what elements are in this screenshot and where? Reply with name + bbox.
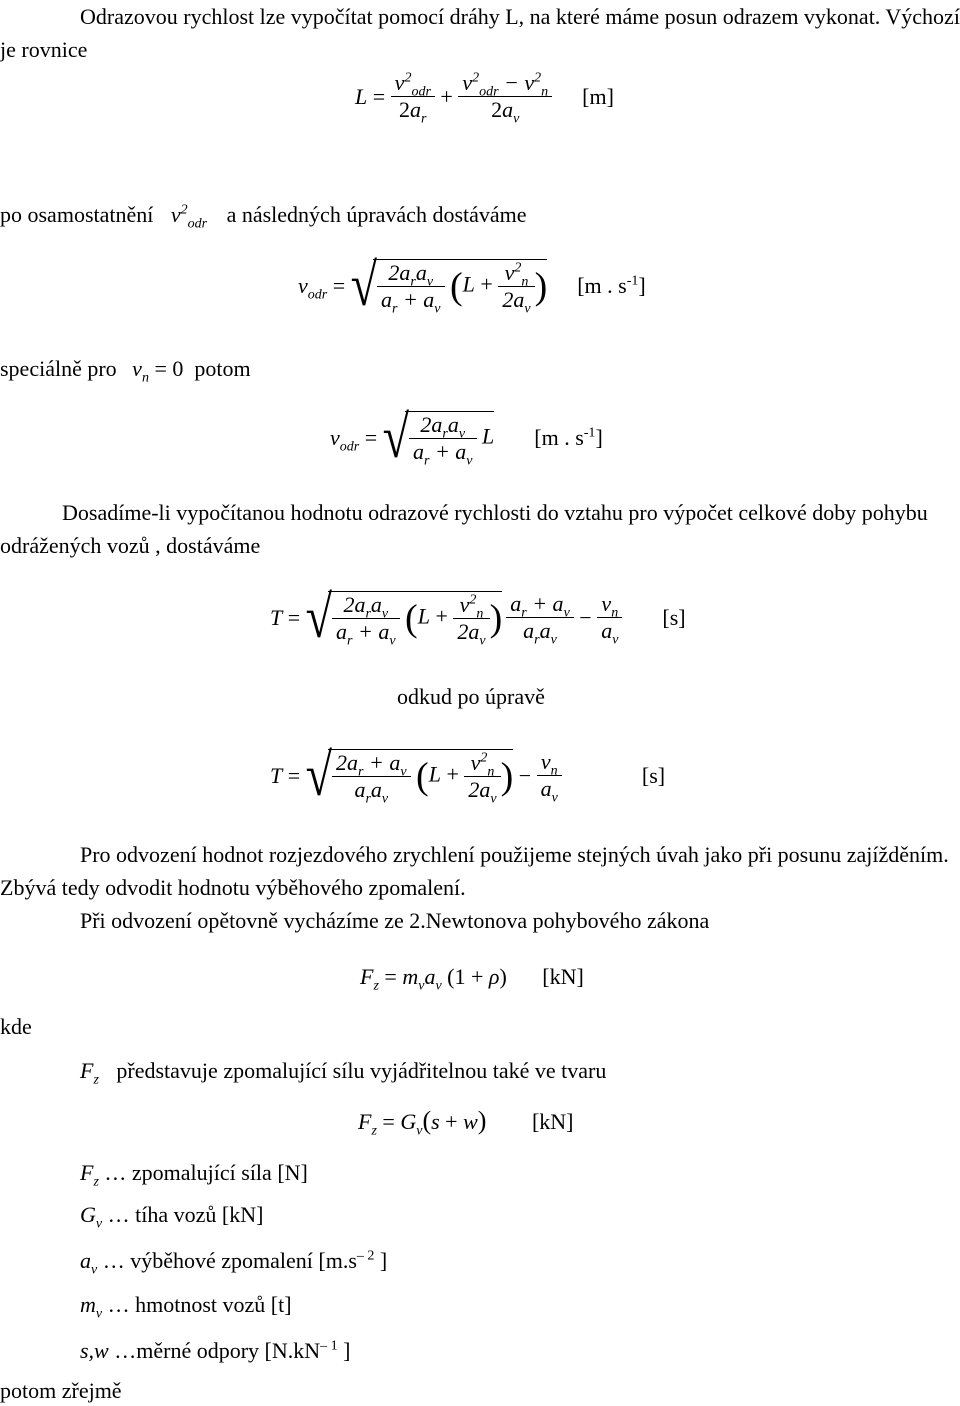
equation-velocity: $v_{odr}$ = √ $\frac{2a_ra_v}{a_r + a_v}$ (L + $\frac{v^2_n}{2a_v}$ ) [m . $s^{-1}$] <box>298 252 646 319</box>
legend-resistance-text: …měrné odpory [N.kN <box>114 1338 321 1363</box>
unit-ms-2: [m . s <box>534 424 584 450</box>
equation-force-2: $F_z = G_v(s + w)$ [kN] <box>358 1106 574 1139</box>
paragraph-conclusion: potom zřejmě <box>0 1378 122 1403</box>
special-text-b: potom <box>194 356 251 381</box>
unit-ms-1: [m . s <box>577 272 627 298</box>
paragraph-special: speciálně pro $v_n = 0$ potom <box>0 356 251 386</box>
unit-m: [m] <box>582 83 614 109</box>
paragraph-isolation: po osamostatnění $v^2_{odr}$ a následných úpravách dostáváme <box>0 202 527 232</box>
legend-deceleration: $a_v$ … výběhové zpomalení [$m.s^{- 2}$ ] <box>80 1248 388 1278</box>
label-kde: kde <box>0 1014 32 1039</box>
unit-s-2: [s] <box>641 762 666 788</box>
legend-mass-text: … hmotnost vozů [t] <box>107 1292 292 1317</box>
special-text-a: speciálně pro <box>0 356 117 381</box>
unit-s-1: [s] <box>662 604 686 630</box>
legend-deceleration-text: … výběhové zpomalení [m.s <box>102 1248 357 1273</box>
legend-force: $F_z$ … zpomalující síla [N] <box>80 1160 308 1190</box>
legend-resistance: s,w …měrné odpory [$N.kN^{- 1}$ ] <box>80 1338 351 1363</box>
paragraph-substitute: Dosadíme-li vypočítanou hodnotu odrazové rychlosti do vztahu pro výpočet celkové doby pohybu odrážených vozů , dostáváme <box>0 500 928 558</box>
isolation-text-b: a následných úpravách dostáváme <box>226 202 527 227</box>
legend-mass: $m_v$ … hmotnost vozů [t] <box>80 1292 292 1322</box>
legend-force-text: … zpomalující síla [N] <box>104 1160 308 1185</box>
paragraph-rearrange: odkud po úpravě <box>397 684 545 709</box>
equation-velocity-special: $v_{odr}$ = √ $\frac{2a_ra_v}{a_r + a_v}$ L [m . $s^{-1}$] <box>330 404 603 471</box>
equation-time-1: T = √ $\frac{2a_ra_v}{a_r + a_v}$ (L + $\frac{v^2_n}{2a_v}$ ) $\frac{a_r + a_v}{a_ra_v}$ − $\frac{v_n}{a_v}$ [s] <box>270 584 686 651</box>
legend-weight-text: … tíha vozů [kN] <box>107 1202 264 1227</box>
isolation-text-a: po osamostatnění <box>0 202 154 227</box>
equation-force-1: $F_z = m_va_v$ (1 + ρ) [kN] <box>360 964 584 994</box>
paragraph-force-description: $F_z$ představuje zpomalující sílu vyjádřitelnou také ve tvaru <box>80 1058 607 1088</box>
paragraph-intro: Odrazovou rychlost lze vypočítat pomocí dráhy L, na které máme posun odrazem vykonat. Výchozí je rovnice <box>0 4 960 62</box>
paragraph-acceleration: Pro odvození hodnot rozjezdového zrychlení použijeme stejných úvah jako při posunu zajížděním. Zbývá tedy odvodit hodnotu výběhového zpomalení. <box>0 842 949 900</box>
unit-kn-2: [kN] <box>531 1109 574 1134</box>
paragraph-newton: Při odvození opětovně vycházíme ze 2.Newtonova pohybového zákona <box>80 908 710 933</box>
equation-distance: L = $\frac{v^2_{odr}}{2a_r}$ + $\frac{v^2_{odr} - v^2_n}{2a_v}$ [m] <box>355 70 614 127</box>
legend-weight: $G_v$ … tíha vozů [kN] <box>80 1202 264 1232</box>
equation-time-2: T = √ $\frac{2a_r + a_v}{a_ra_v}$ (L + $\frac{v^2_n}{2a_v}$ ) − $\frac{v_n}{a_v}$ [s] <box>270 742 666 809</box>
unit-kn-1: [kN] <box>542 964 584 989</box>
force-description-text: představuje zpomalující sílu vyjádřitelnou také ve tvaru <box>116 1058 607 1083</box>
